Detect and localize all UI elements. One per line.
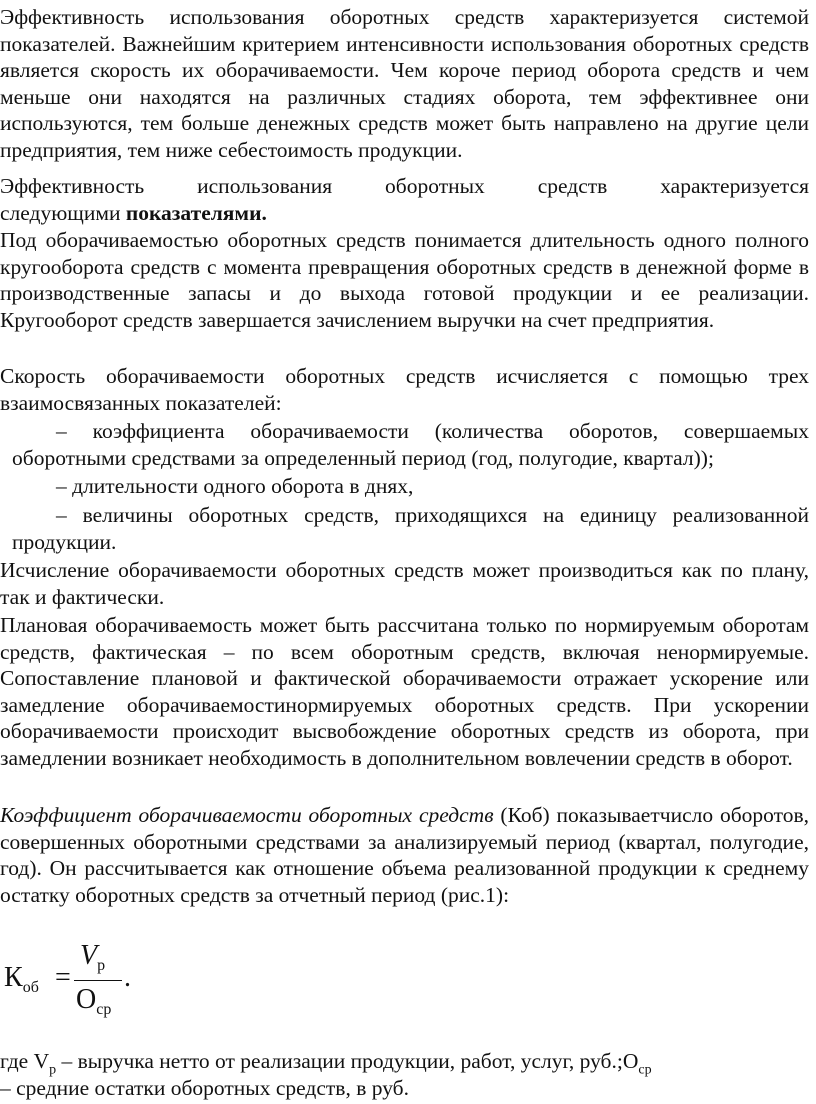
formula-denominator <box>76 984 111 1016</box>
paragraph-planned-turnover: Плановая оборачиваемость может быть рассчитана только по нормируемым оборотам средств, фактическая – по всем оборотным средств, включая ненормируемые. Сопоставление плановой и фактической оборачиваемости отражает ускорение или замедление оборачиваемостинормируемых оборотных средств. При ускорении оборачиваемости происходит высвобождение оборотных средств из оборота, при замедлении возникает необходимость в дополнительном вовлечении средств в оборот. <box>0 613 809 770</box>
coefficient-description: (Коб) показываетчисло оборотов, совершенных оборотными средствами за анализируемый период (квартал, полугодие, год). Он рассчитывается как отношение объема реализованной продукции к среднему остатку оборотных средств за отчетный период (рис.1): <box>0 803 809 907</box>
legend-v-subscript: р <box>49 1062 57 1078</box>
turnover-formula <box>0 940 140 1020</box>
list-item-amount: – величины оборотных средств, приходящихся на единицу реализованной продукции. <box>12 503 809 554</box>
formula-period: . <box>124 962 131 993</box>
paragraph-calculation: Исчисление оборачиваемости оборотных средств может производиться как по плану, так и фактически. <box>0 558 809 609</box>
list-item-coefficient: – коэффициента оборачиваемости (количества оборотов, совершаемых оборотными средствами за определенный период (год, полугодие, квартал)); <box>12 419 809 470</box>
paragraph-efficiency-intro: Эффективность использования оборотных средств характеризуется системой показателей. Важнейшим критерием интенсивности использования оборотных средств является скорость их оборачиваемости. Чем короче период оборота средств и чем меньше они находятся на различных стадиях оборота, тем эффективнее они используются, тем больше денежных средств может быть направлено на другие цели предприятия, тем ниже себестоимость продукции. <box>0 5 809 162</box>
paragraph-indicators-line1: Эффективность использования оборотных средств характеризуется <box>0 174 809 198</box>
formula-numerator <box>80 940 105 972</box>
legend-o-subscript: ср <box>638 1062 652 1078</box>
indicators-prefix: следующими <box>0 201 126 225</box>
formula-legend-line2: – средние остатки оборотных средств, в руб. <box>0 1076 409 1100</box>
paragraph-indicators-line2 <box>0 200 809 227</box>
formula-den-subscript: ср <box>96 1001 112 1018</box>
formula-num-symbol: V <box>80 940 98 971</box>
paragraph-coefficient <box>0 802 809 908</box>
formula-legend-line1 <box>0 1048 809 1078</box>
paragraph-turnover-speed: Скорость оборачиваемости оборотных средств исчисляется с помощью трех взаимосвязанных показателей: <box>0 364 809 415</box>
formula-lhs-subscript: об <box>22 979 39 996</box>
formula-lhs <box>4 962 39 994</box>
formula-lhs-symbol: К <box>4 962 23 993</box>
indicators-bold-term: показателями. <box>125 201 267 225</box>
formula-num-subscript: р <box>97 957 106 974</box>
list-item-duration: – длительности одного оборота в днях, <box>56 474 414 498</box>
legend-revenue-text: – выручка нетто от реализации продукции, работ, услуг, руб.;О <box>56 1049 639 1073</box>
formula-equals: = <box>55 962 71 993</box>
coefficient-term: Коэффициент оборачиваемости оборотных средств <box>0 803 494 827</box>
formula-den-symbol: О <box>76 984 97 1015</box>
formula-fraction-bar <box>74 980 122 981</box>
paragraph-turnover-definition: Под оборачиваемостью оборотных средств понимается длительность одного полного кругооборота средств с момента превращения оборотных средств в денежной форме в производственные запасы и до выхода готовой продукции и ее реализации. Кругооборот средств завершается зачислением выручки на счет предприятия. <box>0 228 809 332</box>
legend-v-symbol: где V <box>0 1049 50 1073</box>
